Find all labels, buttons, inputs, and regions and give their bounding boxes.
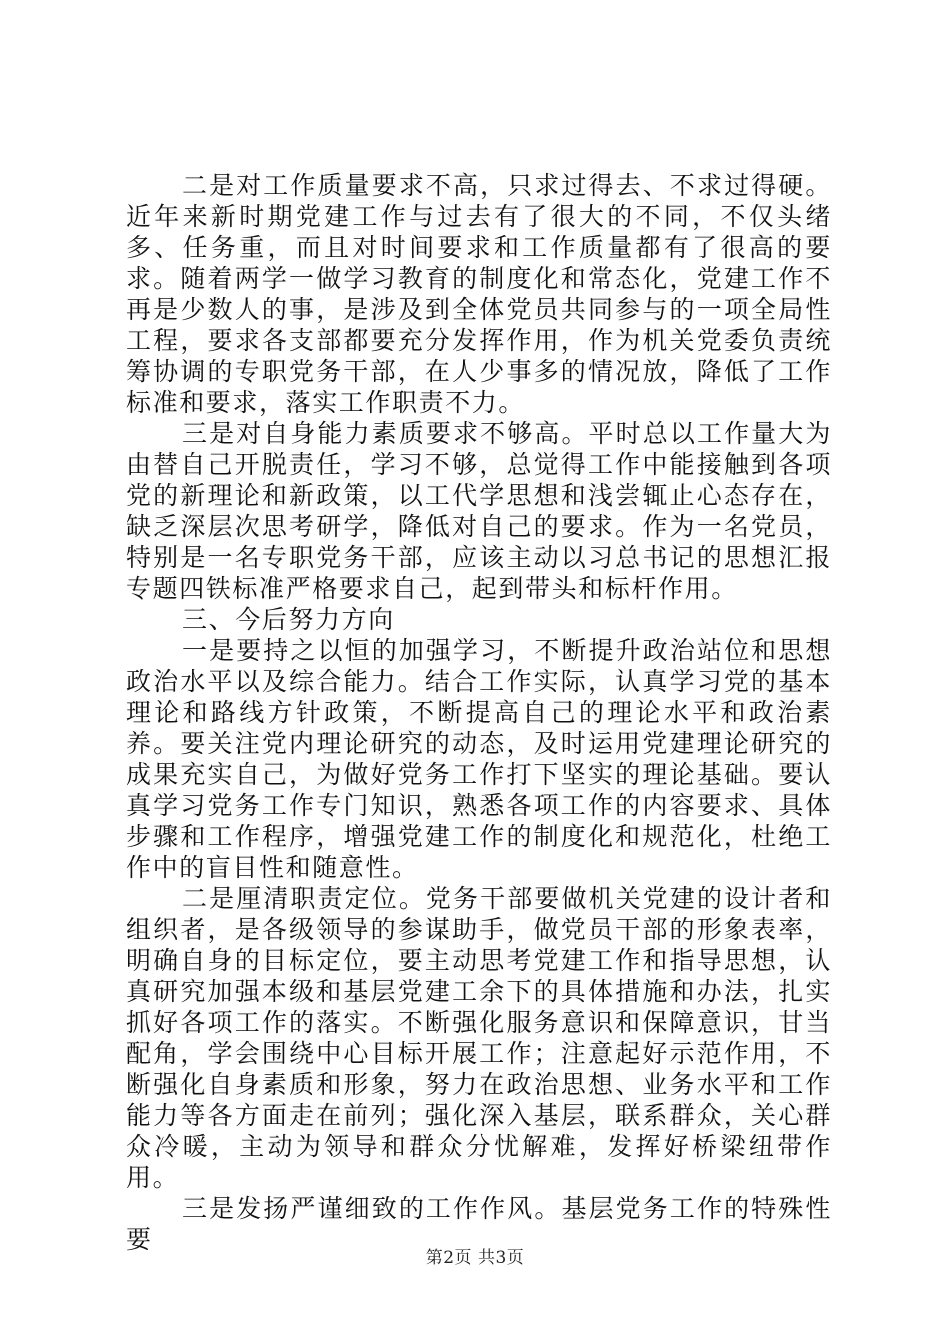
- paragraph-quality-requirements: 二是对工作质量要求不高，只求过得去、不求过得硬。近年来新时期党建工作与过去有了很大的不同，不仅头绪多、任务重，而且对时间要求和工作质量都有了很高的要求。随着两学一做学习教育的制度化和常态化，党建工作不再是少数人的事，是涉及到全体党员共同参与的一项全局性工程，要求各支部都要充分发挥作用，作为机关党委负责统筹协调的专职党务干部，在人少事多的情况放，降低了工作标准和要求，落实工作职责不力。: [126, 171, 832, 417]
- paragraph-continuous-learning: 一是要持之以恒的加强学习，不断提升政治站位和思想政治水平以及综合能力。结合工作实际，认真学习党的基本理论和路线方针政策，不断提高自己的理论水平和政治素养。要关注党内理论研究的动态，及时运用党建理论研究的成果充实自己，为做好党务工作打下坚实的理论基础。要认真学习党务工作专门知识，熟悉各项工作的内容要求、具体步骤和工作程序，增强党建工作的制度化和规范化，杜绝工作中的盲目性和随意性。: [126, 636, 832, 882]
- section-heading: 三、今后努力方向: [182, 605, 395, 634]
- document-body: [126, 170, 832, 1255]
- paragraph-ability-requirements: 三是对自身能力素质要求不够高。平时总以工作量大为由替自己开脱责任，学习不够，总觉得工作中能接触到各项党的新理论和新政策，以工代学思想和浅尝辄止心态存在，缺乏深层次思考研学，降低对自己的要求。作为一名党员，特别是一名专职党务干部，应该主动以习总书记的思想汇报专题四铁标准严格要求自己，起到带头和标杆作用。: [126, 419, 832, 603]
- page-number-footer: 第2页 共3页: [425, 1248, 525, 1268]
- paragraph-work-style: 三是发扬严谨细致的工作作风。基层党务工作的特殊性要: [126, 1194, 832, 1254]
- paragraph-clarify-duties: 二是厘清职责定位。党务干部要做机关党建的设计者和组织者，是各级领导的参谋助手，做党员干部的形象表率，明确自身的目标定位，要主动思考党建工作和指导思想，认真研究加强本级和基层党建工余下的具体措施和办法，扎实抓好各项工作的落实。不断强化服务意识和保障意识，甘当配角，学会围绕中心目标开展工作；注意起好示范作用，不断强化自身素质和形象，努力在政治思想、业务水平和工作能力等各方面走在前列；强化深入基层，联系群众，关心群众冷暖，主动为领导和群众分忧解难，发挥好桥梁纽带作用。: [126, 884, 832, 1192]
